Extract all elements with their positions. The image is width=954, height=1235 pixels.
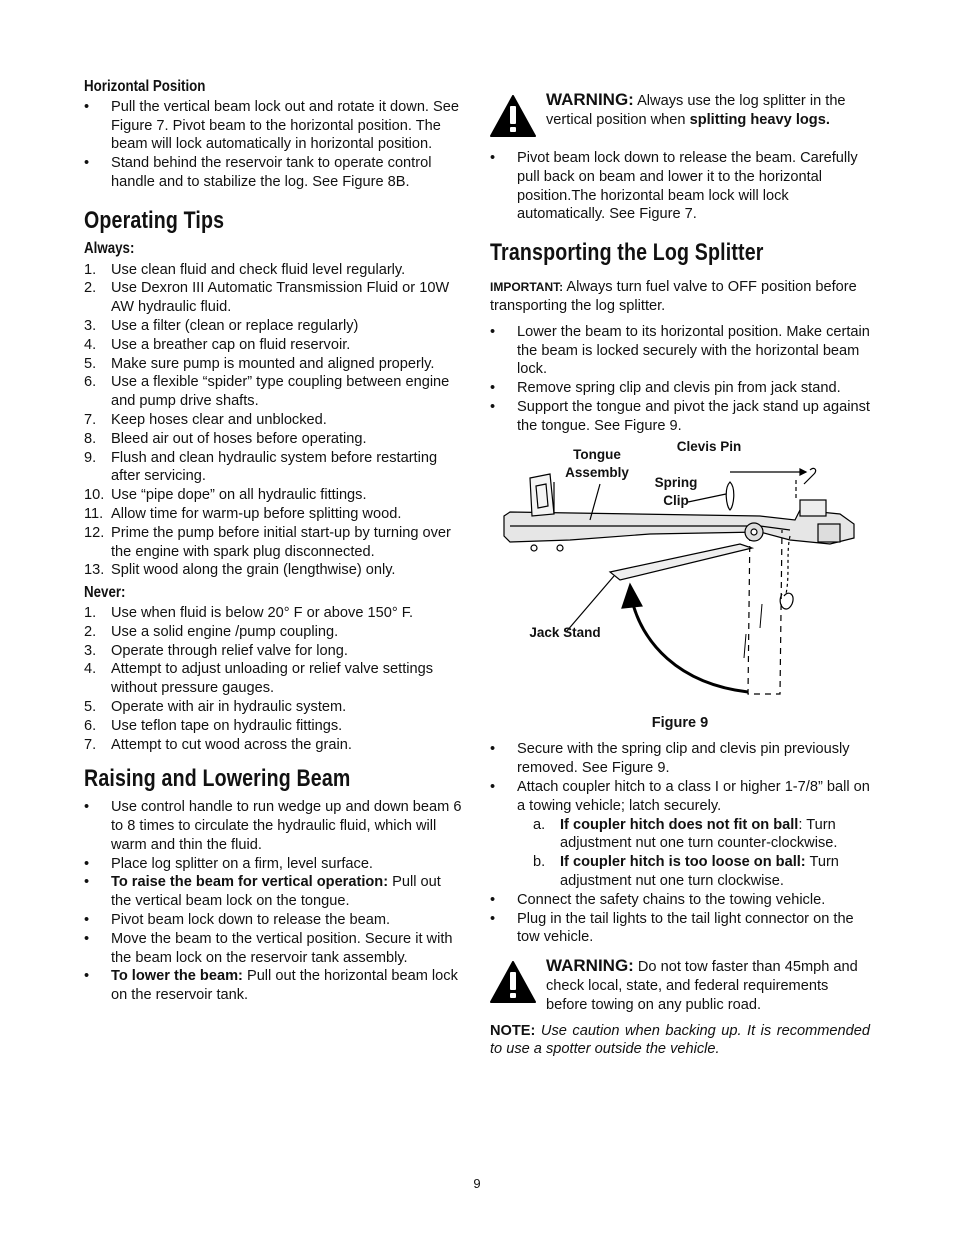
item-text: Bleed air out of hoses before operating. xyxy=(111,430,367,447)
list-item xyxy=(84,279,462,317)
item-bold-lead: If coupler hitch is too loose on ball: xyxy=(560,854,806,871)
operating-tips-heading: Operating Tips xyxy=(84,206,225,234)
important-text: Always turn fuel valve to OFF position before transporting the log splitter. xyxy=(490,279,857,314)
note-paragraph xyxy=(490,1022,870,1060)
list-item xyxy=(84,642,462,661)
list-item xyxy=(84,449,462,487)
pivot-list xyxy=(490,149,870,224)
list-item: • Secure with the spring clip and clevis pin previously removed. See Figure 9. xyxy=(490,740,870,778)
list-item xyxy=(84,798,462,854)
item-text: Use teflon tape on hydraulic fittings. xyxy=(111,717,343,734)
item-text: Prime the pump before initial start-up by turning over the engine with spark plug disconnected. xyxy=(111,524,451,560)
list-item: • Lower the beam to its horizontal position. Make certain the beam is locked securely with the horizontal beam lock. xyxy=(490,323,870,379)
list-item xyxy=(84,967,462,1005)
item-bold-lead: To raise the beam for vertical operation: xyxy=(111,874,389,891)
item-number: 12. xyxy=(84,524,105,541)
item-number: 4. xyxy=(84,336,97,353)
item-number: 10. xyxy=(84,487,105,504)
left-column xyxy=(84,78,462,1005)
list-item xyxy=(84,561,462,580)
item-number: 11. xyxy=(84,505,104,522)
never-list xyxy=(84,604,462,754)
secure-list xyxy=(490,740,870,815)
list-item xyxy=(84,411,462,430)
page-number: 9 xyxy=(473,1176,481,1191)
important-label: IMPORTANT: xyxy=(490,280,564,295)
list-item xyxy=(84,698,462,717)
item-bold-lead: To lower the beam: xyxy=(111,968,243,985)
note-text: Use caution when backing up. It is recommended to use a spotter outside the vehicle. xyxy=(490,1022,870,1058)
list-item xyxy=(84,261,462,280)
item-text: Place log splitter on a firm, level surface. xyxy=(111,855,373,872)
item-text: Attempt to adjust unloading or relief valve settings without pressure gauges. xyxy=(111,661,434,697)
item-text: Turn adjustment nut one turn clockwise. xyxy=(560,854,839,889)
item-text: Use a breather cap on fluid reservoir. xyxy=(111,336,351,353)
item-number: 6. xyxy=(84,374,97,391)
list-item xyxy=(84,355,462,374)
item-number: 3. xyxy=(84,317,97,334)
item-text: Use a filter (clean or replace regularly) xyxy=(111,317,359,334)
tongue-label-line-2: Assembly xyxy=(565,464,629,480)
item-text: Keep hoses clear and unblocked. xyxy=(111,411,327,428)
list-item xyxy=(533,853,870,891)
list-item: • Plug in the tail lights to the tail light connector on the tow vehicle. xyxy=(490,910,870,948)
list-item xyxy=(84,855,462,874)
list-item xyxy=(84,317,462,336)
item-text: Attempt to cut wood across the grain. xyxy=(111,736,352,753)
important-note xyxy=(490,278,870,316)
always-list xyxy=(84,261,462,581)
item-text: Use a solid engine /pump coupling. xyxy=(111,623,339,640)
warning-vertical-position xyxy=(490,91,870,139)
item-number: 6. xyxy=(84,717,97,734)
clevis-pin-label: Clevis Pin xyxy=(676,438,742,454)
right-column xyxy=(490,91,870,1059)
warning-towing xyxy=(490,957,870,1014)
warning-bold-text: splitting heavy logs. xyxy=(689,111,830,128)
item-text: Use when fluid is below 20° F or above 150° F. xyxy=(111,604,414,621)
tongue-assembly-label xyxy=(560,446,634,482)
item-number: 7. xyxy=(84,736,97,753)
transport-list xyxy=(490,323,870,436)
item-letter: a. xyxy=(533,816,546,833)
jack-stand-label: Jack Stand xyxy=(529,624,601,640)
spring-label-line-1: Spring xyxy=(654,474,698,490)
item-text: Use control handle to run wedge up and down beam 6 to 8 times to circulate the hydraulic fluid, which will warm and thin the fluid. xyxy=(111,799,462,853)
figure-9 xyxy=(490,438,870,712)
item-text: Split wood along the grain (lengthwise) only. xyxy=(111,562,396,579)
item-text: Move the beam to the vertical position. Secure it with the beam lock on the reservoir tank assembly. xyxy=(111,930,453,966)
item-text: Flush and clean hydraulic system before restarting after servicing. xyxy=(111,449,438,485)
raising-lowering-heading: Raising and Lowering Beam xyxy=(84,765,351,793)
list-item xyxy=(84,336,462,355)
item-text: Operate through relief valve for long. xyxy=(111,642,348,659)
list-item xyxy=(84,373,462,411)
warning-triangle-icon xyxy=(490,961,536,1003)
item-text: Make sure pump is mounted and aligned properly. xyxy=(111,355,435,372)
spring-clip-label xyxy=(648,474,704,510)
note-label: NOTE: xyxy=(490,1022,536,1039)
item-text: Pull out the horizontal beam lock on the reservoir tank. xyxy=(111,968,458,1004)
item-number: 3. xyxy=(84,642,97,659)
warning-text: Do not tow faster than 45mph and check local, state, and federal requirements before towing on any public road. xyxy=(546,959,858,1013)
list-item xyxy=(84,873,462,911)
item-text: Use a flexible “spider” type coupling between engine and pump drive shafts. xyxy=(111,374,450,410)
item-text: Pivot beam lock down to release the beam. xyxy=(111,912,391,929)
never-heading: Never: xyxy=(84,584,126,602)
final-list xyxy=(490,891,870,947)
list-item: • Stand behind the reservoir tank to operate control handle and to stabilize the log. See Figure 8B. xyxy=(84,154,462,192)
list-item xyxy=(84,430,462,449)
item-number: 9. xyxy=(84,449,97,466)
item-text: Operate with air in hydraulic system. xyxy=(111,698,347,715)
warning-triangle-icon xyxy=(490,95,536,137)
list-item xyxy=(84,930,462,968)
item-letter: b. xyxy=(533,854,546,871)
spring-label-line-2: Clip xyxy=(663,492,689,508)
item-number: 2. xyxy=(84,623,97,640)
list-item xyxy=(84,604,462,623)
item-text: Use clean fluid and check fluid level regularly. xyxy=(111,261,406,278)
list-item: • Attach coupler hitch to a class I or higher 1-7/8” ball on a towing vehicle; latch securely. xyxy=(490,778,870,816)
item-text: Use Dexron III Automatic Transmission Fluid or 10W AW hydraulic fluid. xyxy=(111,280,450,316)
hitch-sublist xyxy=(490,816,870,891)
list-item xyxy=(84,736,462,755)
list-item xyxy=(84,524,462,562)
list-item xyxy=(84,911,462,930)
horizontal-position-heading: Horizontal Position xyxy=(84,78,206,95)
item-number: 4. xyxy=(84,661,97,678)
list-item xyxy=(84,505,462,524)
tongue-label-line-1: Tongue xyxy=(573,446,621,462)
item-number: 1. xyxy=(84,261,97,278)
item-number: 2. xyxy=(84,280,97,297)
item-number: 7. xyxy=(84,411,97,428)
item-number: 5. xyxy=(84,355,97,372)
raising-lowering-list xyxy=(84,798,462,1005)
list-item xyxy=(84,660,462,698)
list-item: • Pivot beam lock down to release the beam. Carefully pull back on beam and lower it to the horizontal position.The horizontal beam lock will lock automatically. See Figure 7. xyxy=(490,149,870,224)
list-item: • Support the tongue and pivot the jack stand up against the tongue. See Figure 9. xyxy=(490,398,870,436)
horizontal-position-list xyxy=(84,98,462,192)
warning-label: WARNING: xyxy=(546,956,634,976)
always-heading: Always: xyxy=(84,239,135,257)
figure-caption: Figure 9 xyxy=(651,714,709,731)
item-number: 1. xyxy=(84,604,97,621)
list-item: • Connect the safety chains to the towing vehicle. xyxy=(490,891,870,910)
warning-label: WARNING: xyxy=(546,90,634,109)
list-item xyxy=(84,717,462,736)
item-number: 8. xyxy=(84,430,97,447)
list-item xyxy=(533,816,870,854)
item-text: : Turn adjustment nut one turn counter-clockwise. xyxy=(560,816,838,852)
list-item: • Pull the vertical beam lock out and rotate it down. See Figure 7. Pivot beam to the horizontal position. The beam will lock automatically in horizontal position. xyxy=(84,98,462,154)
item-text: Allow time for warm-up before splitting wood. xyxy=(111,505,402,522)
transporting-heading: Transporting the Log Splitter xyxy=(490,239,764,267)
item-number: 13. xyxy=(84,562,105,579)
item-number: 5. xyxy=(84,698,97,715)
warning-text: Always use the log splitter in the vertical position when xyxy=(546,93,846,128)
item-bold-lead: If coupler hitch does not fit on ball xyxy=(560,816,799,833)
item-text: Use “pipe dope” on all hydraulic fittings. xyxy=(111,487,367,504)
list-item xyxy=(84,623,462,642)
item-text: Pull out the vertical beam lock on the tongue. xyxy=(111,874,441,910)
list-item: • Remove spring clip and clevis pin from jack stand. xyxy=(490,379,870,398)
list-item xyxy=(84,486,462,505)
